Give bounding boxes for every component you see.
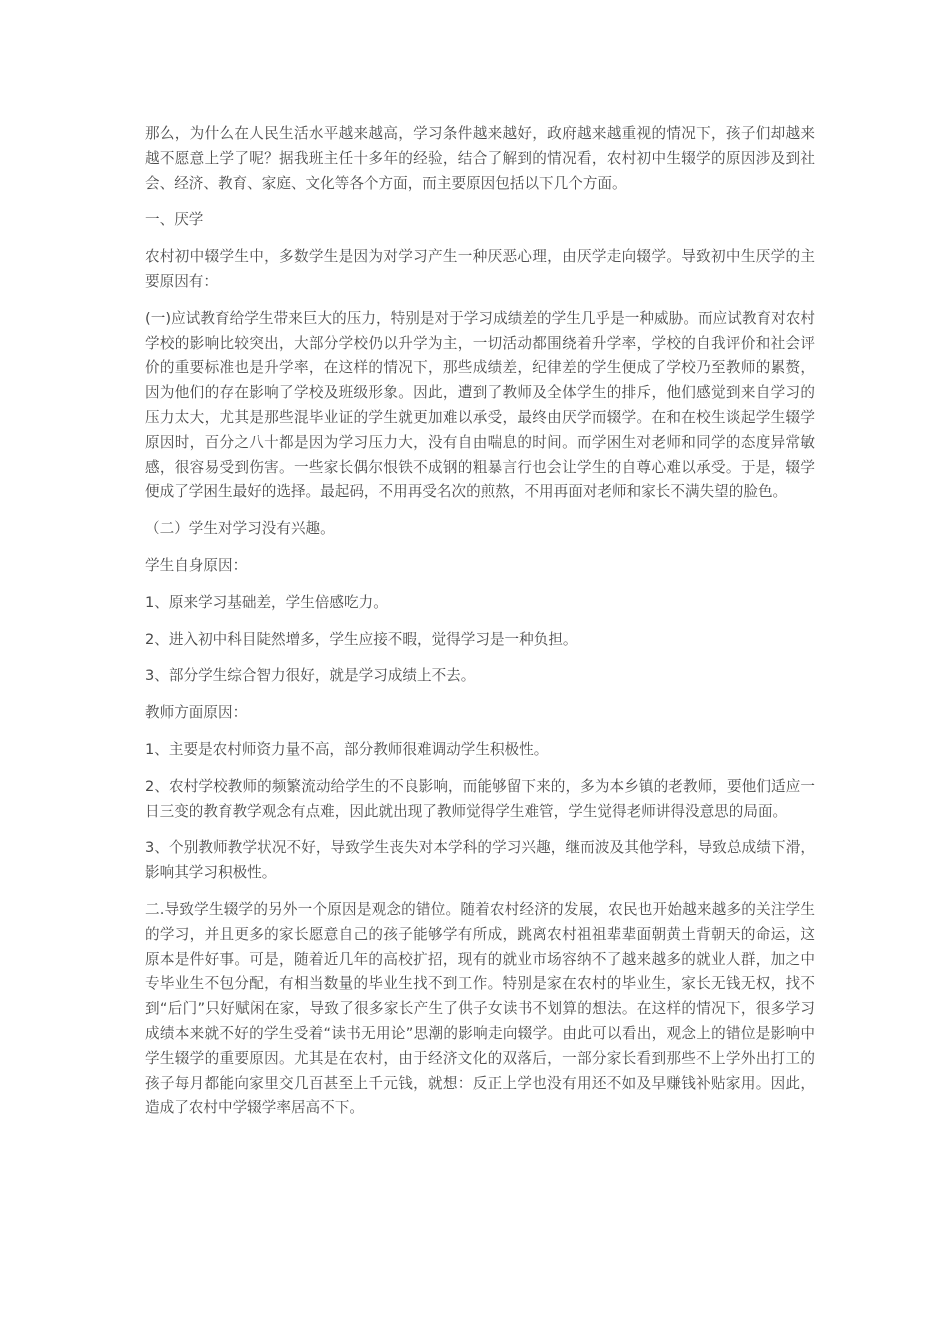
heading-aversion: 一、厌学 bbox=[145, 211, 204, 229]
document-body bbox=[145, 122, 815, 1133]
paragraph-intro: 那么，为什么在人民生活水平越来越高，学习条件越来越好，政府越来越重视的情况下，孩子们却越来越不愿意上学了呢？据我班主任十多年的经验，结合了解到的情况看，农村初中生辍学的原因涉及到社会、经济、教育、家庭、文化等各个方面，而主要原因包括以下几个方面。 bbox=[145, 125, 815, 192]
list-item-student-2: 2、进入初中科目陡然增多，学生应接不暇，觉得学习是一种负担。 bbox=[145, 630, 578, 648]
list-item-teacher-1: 1、主要是农村师资力量不高，部分教师很难调动学生积极性。 bbox=[145, 740, 549, 758]
paragraph-mindset: 二.导致学生辍学的另外一个原因是观念的错位。随着农村经济的发展，农民也开始越来越多的关注学生的学习，并且更多的家长愿意自己的孩子能够学有所成，跳离农村祖祖辈辈面朝黄土背朝天的命运，这原本是件好事。可是，随着近几年的高校扩招，现有的就业市场容纳不了越来越多的就业人群，加之中专毕业生不包分配，有相当数量的毕业生找不到工作。特别是家在农村的毕业生，家长无钱无权，找不到“后门”只好赋闲在家，导致了很多家长产生了供子女读书不划算的想法。在这样的情况下，很多学习成绩本来就不好的学生受着“读书无用论”思潮的影响走向辍学。由此可以看出，观念上的错位是影响中学生辍学的重要原因。尤其是在农村，由于经济文化的双落后，一部分家长看到那些不上学外出打工的孩子每月都能向家里交几百甚至上千元钱，就想：反正上学也没有用还不如及早赚钱补贴家用。因此，造成了农村中学辍学率居高不下。 bbox=[145, 900, 815, 1117]
list-item-student-1: 1、原来学习基础差，学生倍感吃力。 bbox=[145, 593, 388, 611]
list-item-teacher-2: 2、农村学校教师的频繁流动给学生的不良影响，而能够留下来的，多为本乡镇的老教师，要他们适应一日三变的教育教学观念有点难，因此就出现了教师觉得学生难管，学生觉得老师讲得没意思的局面。 bbox=[145, 777, 815, 820]
paragraph-exam-pressure: (一)应试教育给学生带来巨大的压力，特别是对于学习成绩差的学生几乎是一种威胁。而应试教育对农村学校的影响比较突出，大部分学校仍以升学为主，一切活动都围绕着升学率，学校的自我评价和社会评价的重要标准也是升学率，在这样的情况下，那些成绩差，纪律差的学生便成了学校乃至教师的累赘，因为他们的存在影响了学校及班级形象。因此，遭到了教师及全体学生的排斥，他们感觉到来自学习的压力太大，尤其是那些混毕业证的学生就更加难以承受，最终由厌学而辍学。在和在校生谈起学生辍学原因时，百分之八十都是因为学习压力大，没有自由喘息的时间。而学困生对老师和同学的态度异常敏感，很容易受到伤害。一些家长偶尔恨铁不成钢的粗暴言行也会让学生的自尊心难以承受。于是，辍学便成了学困生最好的选择。最起码，不用再受名次的煎熬，不用再面对老师和家长不满失望的脸色。 bbox=[145, 309, 815, 501]
list-item-student-3: 3、部分学生综合智力很好，就是学习成绩上不去。 bbox=[145, 667, 476, 685]
paragraph-aversion-intro: 农村初中辍学生中，多数学生是因为对学习产生一种厌恶心理，由厌学走向辍学。导致初中生厌学的主要原因有： bbox=[145, 248, 815, 290]
subheading-teacher-reasons: 教师方面原因： bbox=[145, 704, 248, 722]
list-item-teacher-3: 3、个别教师教学状况不好，导致学生丧失对本学科的学习兴趣，继而波及其他学科，导致总成绩下滑，影响其学习积极性。 bbox=[145, 839, 815, 882]
subheading-no-interest: （二）学生对学习没有兴趣。 bbox=[145, 520, 335, 538]
subheading-student-reasons: 学生自身原因： bbox=[145, 556, 248, 574]
